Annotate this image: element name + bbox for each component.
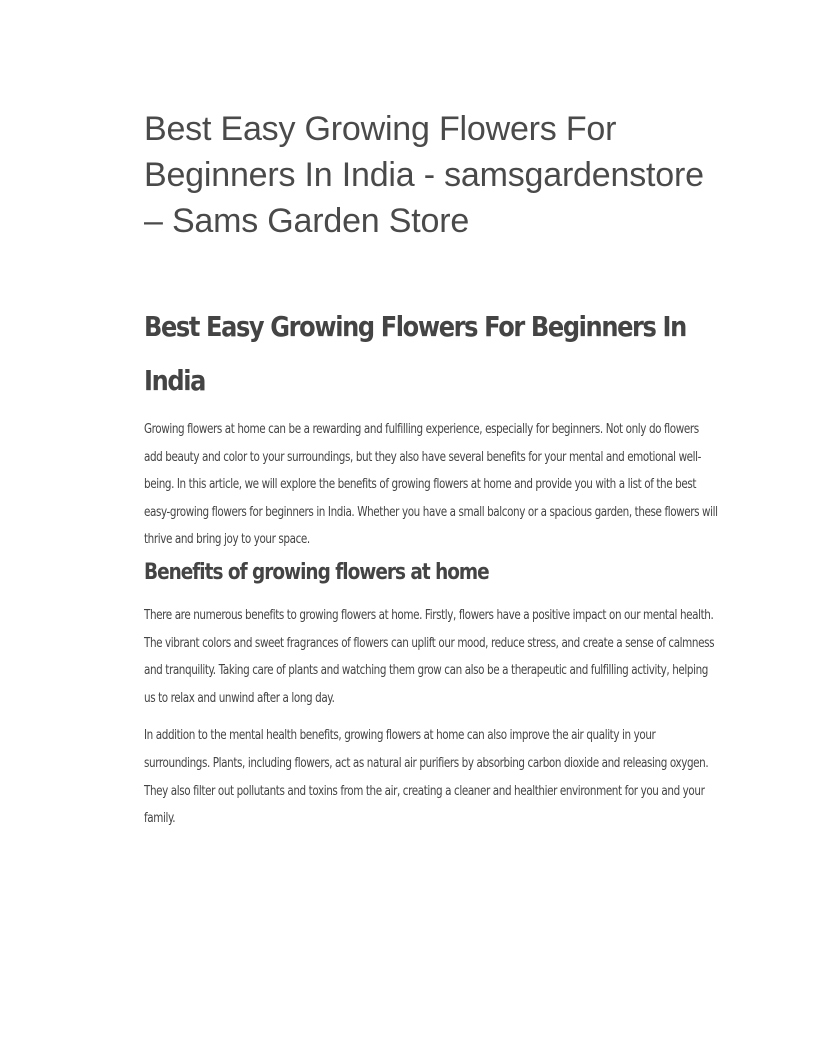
article-heading: Best Easy Growing Flowers For Beginners In India [144,310,686,397]
section-heading-benefits: Benefits of growing flowers at home [144,559,489,585]
benefits-paragraph-1: There are numerous benefits to growing flowers at home. Firstly, flowers have a positive impact on our mental health. The vibrant colors and sweet fragrances of flowers can uplift our mood, reduce stress, and create a sense of calmness and tranquility. Taking care of plants and watching them grow can also be a therapeutic and fulfilling activity, helping us to relax and unwind after a long day. [144,607,715,706]
document-page [144,106,718,833]
benefits-paragraph-2: In addition to the mental health benefits, growing flowers at home can also improve the air quality in your surroundings. Plants, including flowers, act as natural air purifiers by absorbing carbon dioxide and releasing oxygen. They also filter out pollutants and toxins from the air, creating a cleaner and healthier environment for you and your family. [144,728,709,827]
intro-paragraph: Growing flowers at home can be a rewarding and fulfilling experience, especially for beginners. Not only do flowers add beauty and color to your surroundings, but they also have several benefits for your mental and emotional well-being. In this article, we will explore the benefits of growing flowers at home and provide you with a list of the best easy-growing flowers for beginners in India. Whether you have a small balcony or a spacious garden, these flowers will thrive and bring joy to your space. [144,422,718,548]
document-title: Best Easy Growing Flowers For Beginners In India - samsgardenstore – Sams Garden Store [144,110,704,240]
